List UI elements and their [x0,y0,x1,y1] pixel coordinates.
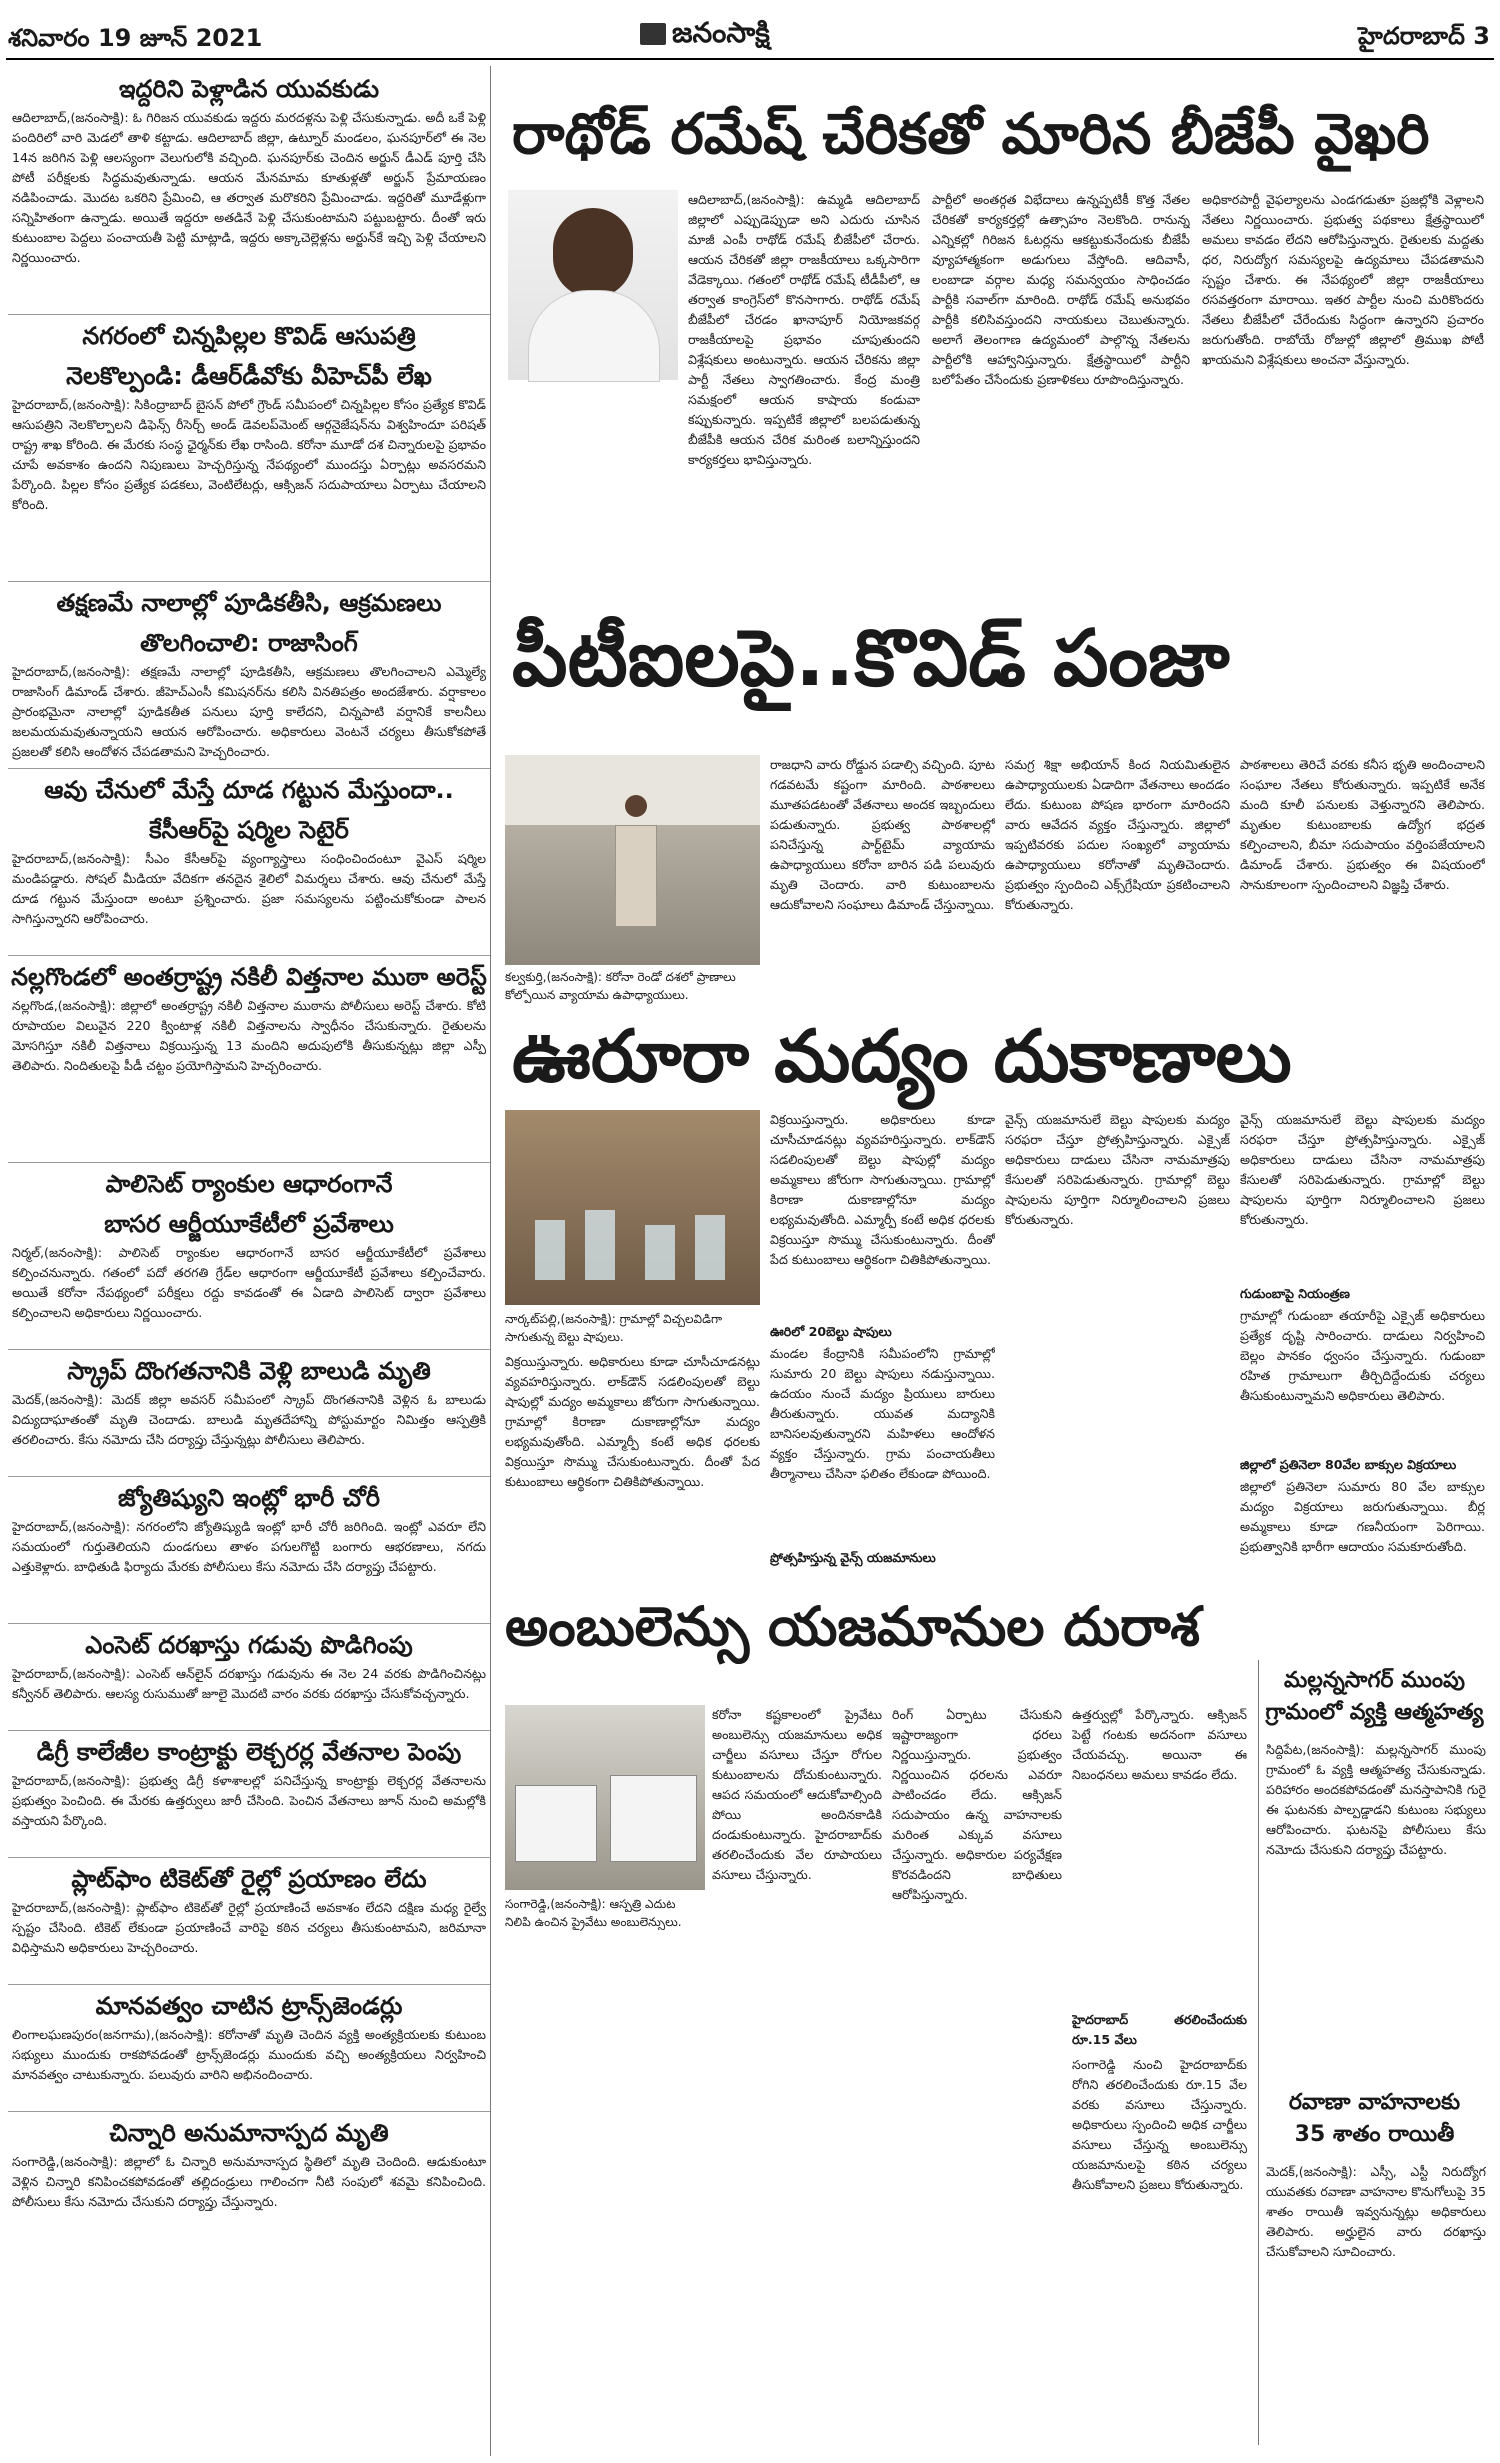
news-headline: మానవత్వం చాటిన ట్రాన్స్‌జెండర్లు [8,1984,490,2023]
news-headline: కేసీఆర్‌పై షర్మిల సెటైర్‌ [149,816,349,844]
news-headline: నల్లగొండలో అంతర్రాష్ట్ర నకిలీ విత్తనాల ముఠా అరెస్ట్‌ [8,955,490,994]
masthead [0,0,1500,62]
liquor-photo [505,1110,760,1305]
covid-headline: పీటీఐలపై..కొవిడ్‌ పంజా [512,614,1230,704]
lead-column-2: పార్టీలో అంతర్గత విభేదాలు ఉన్నప్పటికీ కొత్త నేతల చేరికతో కార్యకర్తల్లో ఉత్సాహం నెలకొంది. రానున్న ఎన్నికల్లో గిరిజన ఓటర్లను ఆకట్టుకునేందుకు బీజేపీ వ్యూహాత్మకంగా అడుగులు వేస్తోంది. ఆదివాసీ, లంబాడా వర్గాల మధ్య సమన్వయం సాధించడం పార్టీకి సవాల్‌గా మారింది. రాథోడ్‌ రమేష్‌ అనుభవం పార్టీకి కలిసివస్తుందని నాయకులు చెబుతున్నారు. అలాగే తెలంగాణ ఉద్యమంలో పాల్గొన్న నేతలను పార్టీలోకి ఆహ్వానిస్తున్నారు. క్షేత్రస్థాయిలో పార్టీని బలోపేతం చేసేందుకు ప్రణాళికలు రూపొందిస్తున్నారు. [932,192,1190,387]
news-body: హైదరాబాద్‌,(జనంసాక్షి): ప్లాట్‌ఫాం టికెట్‌తో రైల్లో ప్రయాణించే అవకాశం లేదని దక్షిణ మధ్య రైల్వే స్పష్టం చేసింది. టికెట్‌ లేకుండా ప్రయాణించే వారిపై కఠిన చర్యలు తీసుకుంటామని, జరిమానా విధిస్తామని అధికారులు హెచ్చరించారు. [12,1900,486,1955]
news-headline: చిన్నారి అనుమానాస్పద మృతి [8,2111,490,2150]
liquor-subheading-1: ఊరిలో 20బెల్టు షాపులు [770,1324,892,1339]
news-body: హైదరాబాద్‌,(జనంసాక్షి): నగరంలోని జ్యోతిష్యుడి ఇంట్లో భారీ చోరీ జరిగింది. ఇంట్లో ఎవరూ లేని సమయంలో గుర్తుతెలియని దుండగులు తాళం పగులగొట్టి బంగారు ఆభరణాలు, నగదు ఎత్తుకెళ్లారు. బాధితుడి ఫిర్యాదు మేరకు పోలీసులు కేసు నమోదు చేసి దర్యాప్తు చేపట్టారు. [12,1519,486,1574]
politician-photo [508,190,678,380]
news-headline: ఆవు చేనులో మేస్తే దూడ గట్టున మేస్తుందా.. [8,768,490,807]
news-headline: స్క్రాప్‌ దొంగతనానికి వెళ్లి బాలుడి మృతి [8,1349,490,1388]
news-headline: జ్యోతిష్యుని ఇంట్లో భారీ చోరీ [8,1476,490,1515]
news-body: సంగారెడ్డి,(జనంసాక్షి): జిల్లాలో ఓ చిన్నారి అనుమానాస్పద స్థితిలో మృతి చెందింది. ఆడుకుంటూ వెళ్లిన చిన్నారి కనిపించకపోవడంతో తల్లిదండ్రులు గాలించగా నీటి సంపులో శవమై కనిపించింది. పోలీసులు కేసు నమోదు చేసుకుని దర్యాప్తు చేస్తున్నారు. [12,2154,486,2209]
covid-column-3: పాఠశాలలు తెరిచే వరకు కనీస భృతి అందించాలని సంఘాల నేతలు కోరుతున్నారు. ఇప్పటికే అనేక మంది కూలీ పనులకు వెళ్తున్నారని తెలిపారు. మృతుల కుటుంబాలకు ఉద్యోగ భద్రత కల్పించాలని, బీమా సదుపాయం వర్తింపజేయాలని డిమాండ్‌ చేశారు. ప్రభుత్వం ఈ విషయంలో సానుకూలంగా స్పందించాలని విజ్ఞప్తి చేశారు. [1240,757,1485,892]
liquor-photo-caption: నార్కట్‌పల్లి,(జనంసాక్షి): గ్రామాల్లో విచ్చలవిడిగా సాగుతున్న బెల్టు షాపులు. [505,1312,723,1344]
masthead-rule [6,58,1494,60]
ambulance-column-4: సంగారెడ్డి నుంచి హైదరాబాద్‌కు రోగిని తరలించేందుకు రూ.15 వేల వరకు వసూలు చేస్తున్నారు. అధికారులు స్పందించి అధిక చార్జీలు వసూలు చేస్తున్న అంబులెన్సు యజమానులపై కఠిన చర్యలు తీసుకోవాలని ప్రజలు కోరుతున్నారు. [1072,2057,1247,2192]
news-body: హైదరాబాద్‌,(జనంసాక్షి): సికింద్రాబాద్‌ బైసన్‌ పోలో గ్రౌండ్‌ సమీపంలో చిన్నపిల్లల కోసం ప్రత్యేక కొవిడ్‌ ఆసుపత్రిని నెలకొల్పాలని డిఫెన్స్‌ రీసెర్చ్‌ అండ్‌ డెవలప్‌మెంట్‌ ఆర్గనైజేషన్‌ను విశ్వహిందూ పరిషత్‌ రాష్ట్ర శాఖ కోరింది. ఈ మేరకు సంస్థ ఛైర్మన్‌కు లేఖ రాసింది. కరోనా మూడో దశ చిన్నారులపై ప్రభావం చూపే అవకాశం ఉందని నిపుణులు హెచ్చరిస్తున్న నేపథ్యంలో ముందస్తు ఏర్పాట్లు అవసరమని పేర్కొంది. పిల్లల కోసం ప్రత్యేక పడకలు, వెంటిలేటర్లు, ఆక్సిజన్‌ సదుపాయాలు ఏర్పాటు చేయాలని కోరింది. [12,397,486,512]
edition-city [1358,22,1490,56]
news-headline: నగరంలో చిన్నపిల్లల కొవిడ్‌ ఆసుపత్రి [8,314,490,353]
news-headline: పాలిసెట్‌ ర్యాంకుల ఆధారంగానే [8,1162,490,1201]
sidebar-headline-4: 35 శాతం రాయితీ [1294,2122,1455,2147]
news-headline: ఇద్దరిని పెళ్లాడిన యువకుడు [118,75,380,103]
ambulance-photo [505,1705,705,1890]
page-number: 3 [1473,22,1490,50]
liquor-column-7: జిల్లాలో ప్రతినెలా సుమారు 80 వేల బాక్సుల మద్యం విక్రయాలు జరుగుతున్నాయి. బీర్ల అమ్మకాలు కూడా గణనీయంగా పెరిగాయి. ప్రభుత్వానికి భారీగా ఆదాయం సమకూరుతోంది. [1240,1479,1485,1554]
liquor-column-4: వైన్స్‌ యజమానులే బెల్టు షాపులకు మద్యం సరఫరా చేస్తూ ప్రోత్సహిస్తున్నారు. ఎక్సైజ్‌ అధికారులు దాడులు చేసినా నామమాత్రపు కేసులతో సరిపెడుతున్నారు. గ్రామాల్లో బెల్టు షాపులను పూర్తిగా నిర్మూలించాలని ప్రజలు కోరుతున్నారు. [1005,1112,1230,1227]
liquor-column-2: విక్రయిస్తున్నారు. అధికారులు కూడా చూసీచూడనట్లు వ్యవహరిస్తున్నారు. లాక్‌డౌన్‌ సడలింపులతో బెల్టు షాపుల్లో మద్యం అమ్మకాలు జోరుగా సాగుతున్నాయి. గ్రామాల్లో కిరాణా దుకాణాల్లోనూ మద్యం లభ్యమవుతోంది. ఎమ్మార్పీ కంటే అధిక ధరలకు విక్రయిస్తూ సొమ్ము చేసుకుంటున్నారు. దీంతో పేద కుటుంబాలు ఆర్థికంగా చితికిపోతున్నాయి. [770,1112,995,1267]
issue-date: శనివారం 19 జూన్ 2021 [8,24,263,52]
news-body: మెదక్‌,(జనంసాక్షి): మెదక్‌ జిల్లా అవసర్‌ సమీపంలో స్క్రాప్‌ దొంగతనానికి వెళ్లిన ఓ బాలుడు విద్యుదాఘాతంతో మృతి చెందాడు. బాలుడి మృతదేహాన్ని పోస్టుమార్టం నిమిత్తం ఆస్పత్రికి తరలించారు. కేసు నమోదు చేసి దర్యాప్తు చేస్తున్నట్లు పోలీసులు తెలిపారు. [12,1392,486,1447]
ambulance-column-2: రింగ్‌ ఏర్పాటు చేసుకుని ఇష్టారాజ్యంగా ధరలు నిర్ణయిస్తున్నారు. ప్రభుత్వం నిర్ణయించిన ధరలను ఎవరూ పాటించడం లేదు. ఆక్సిజన్‌ సదుపాయం ఉన్న వాహనాలకు మరింత ఎక్కువ వసూలు చేస్తున్నారు. అధికారుల పర్యవేక్షణ కొరవడిందని బాధితులు ఆరోపిస్తున్నారు. [892,1707,1062,1902]
ambulance-headline: అంబులెన్సు యజమానుల దురాశ [505,1595,1200,1658]
city-name: హైదరాబాద్ [1358,22,1465,50]
liquor-column-3: మండల కేంద్రానికి సమీపంలోని గ్రామాల్లో సుమారు 20 బెల్టు షాపులు నడుస్తున్నాయి. ఉదయం నుంచే మద్యం ప్రియులు బారులు తీరుతున్నారు. యువత మద్యానికి బానిసలవుతున్నారని మహిళలు ఆందోళన వ్యక్తం చేస్తున్నారు. గ్రామ పంచాయతీలు తీర్మానాలు చేసినా ఫలితం లేకుండా పోయింది. [770,1346,995,1481]
liquor-headline: ఊరూరా మద్యం దుకాణాలు [512,1014,1292,1098]
sidebar-headline-3: రవాణా వాహనాలకు [1288,2090,1461,2115]
news-headline: తొలగించాలి: రాజాసింగ్‌ [140,629,358,657]
liquor-column-5: వైన్స్‌ యజమానులే బెల్టు షాపులకు మద్యం సరఫరా చేస్తూ ప్రోత్సహిస్తున్నారు. ఎక్సైజ్‌ అధికారులు దాడులు చేసినా నామమాత్రపు కేసులతో సరిపెడుతున్నారు. గ్రామాల్లో బెల్టు షాపులను పూర్తిగా నిర్మూలించాలని ప్రజలు కోరుతున్నారు. [1240,1112,1485,1227]
news-headline: డిగ్రీ కాలేజీల కాంట్రాక్టు లెక్చరర్ల వేతనాల పెంపు [8,1730,490,1769]
news-body: హైదరాబాద్‌,(జనంసాక్షి): తక్షణమే నాలాల్లో పూడికతీసి, ఆక్రమణలు తొలగించాలని ఎమ్మెల్యే రాజాసింగ్‌ డిమాండ్‌ చేశారు. జీహెచ్‌ఎంసీ కమిషనర్‌ను కలిసి వినతిపత్రం అందజేశారు. వర్షాకాలం ప్రారంభమైనా నాలాల్లో పూడికతీత పనులు పూర్తి కాలేదని, చిన్నపాటి వర్షానికే కాలనీలు జలమయమవుతున్నాయని ఆయన ఆరోపించారు. అధికారులు వెంటనే చర్యలు తీసుకోకపోతే ప్రజలతో కలిసి ఆందోళన చేపడతామని హెచ్చరించారు. [12,664,486,759]
lead-column-1: ఆదిలాబాద్‌,(జనంసాక్షి): ఉమ్మడి ఆదిలాబాద్‌ జిల్లాలో ఎప్పుడెప్పుడా అని ఎదురు చూసిన మాజీ ఎంపీ రాథోడ్‌ రమేష్‌ బీజేపీలో చేరారు. ఆయన చేరికతో జిల్లా రాజకీయాలు ఒక్కసారిగా వేడెక్కాయి. గతంలో రాథోడ్‌ రమేష్‌ టీడీపీలో, ఆ తర్వాత కాంగ్రెస్‌లో కొనసాగారు. రాథోడ్‌ రమేష్‌ బీజేపీలో చేరడం ఖానాపూర్‌ నియోజకవర్గ రాజకీయాలపై ప్రభావం చూపుతుందని విశ్లేషకులు అంటున్నారు. ఆయన చేరికను జిల్లా పార్టీ నేతలు స్వాగతించారు. కేంద్ర మంత్రి సమక్షంలో ఆయన కాషాయ కండువా కప్పుకున్నారు. ఇప్పటికే జిల్లాలో బలపడుతున్న బీజేపీకి ఆయన చేరిక మరింత బలాన్నిస్తుందని కార్యకర్తలు భావిస్తున్నారు. [688,192,920,467]
news-body: నల్లగొండ,(జనంసాక్షి): జిల్లాలో అంతర్రాష్ట్ర నకిలీ విత్తనాల ముఠాను పోలీసులు అరెస్ట్‌ చేశారు. కోటి రూపాయల విలువైన 220 క్వింటాళ్ల నకిలీ విత్తనాలను స్వాధీనం చేసుకున్నారు. రైతులను మోసగిస్తూ నకిలీ విత్తనాలు విక్రయిస్తున్న 13 మందిని అదుపులోకి తీసుకున్నట్లు జిల్లా ఎస్పీ తెలిపారు. నిందితులపై పీడీ చట్టం ప్రయోగిస్తామని హెచ్చరించారు. [12,998,486,1073]
ambulance-subheading: హైదరాబాద్‌ తరలించేందుకు రూ.15 వేలు [1072,2012,1247,2047]
newspaper-brand [640,16,770,56]
lead-column-3: అధికారపార్టీ వైఫల్యాలను ఎండగడుతూ ప్రజల్లోకి వెళ్లాలని నేతలు నిర్ణయించారు. ప్రభుత్వ పథకాలు క్షేత్రస్థాయిలో అమలు కావడం లేదని ఆరోపిస్తున్నారు. రైతులకు మద్దతు ధర, నిరుద్యోగ సమస్యలపై ఉద్యమాలు చేపడతామని స్పష్టం చేశారు. ఈ నేపథ్యంలో జిల్లా రాజకీయాలు రసవత్తరంగా మారాయి. ఇతర పార్టీల నుంచి మరికొందరు నేతలు బీజేపీలో చేరేందుకు సిద్ధంగా ఉన్నారని ప్రచారం జరుగుతోంది. రాబోయే రోజుల్లో జిల్లాలో త్రిముఖ పోటీ ఖాయమని విశ్లేషకులు అంచనా వేస్తున్నారు. [1202,192,1484,367]
liquor-subheading-4: జిల్లాలో ప్రతినెలా 80వేల బాక్సుల విక్రయాలు [1240,1457,1457,1472]
ambulance-photo-caption: సంగారెడ్డి,(జనంసాక్షి): ఆస్పత్రి ఎదుట నిలిపి ఉంచిన ప్రైవేటు అంబులెన్సులు. [505,1897,682,1929]
news-body: హైదరాబాద్‌,(జనంసాక్షి): సీఎం కేసీఆర్‌పై వ్యంగ్యాస్త్రాలు సంధించిందంటూ వైఎస్‌ షర్మిల మండిపడ్డారు. సోషల్‌ మీడియా వేదికగా తనదైన శైలిలో విమర్శలు చేశారు. ఆవు చేనులో మేస్తే దూడ గట్టున మేస్తుందా అంటూ ప్రశ్నించారు. ప్రజా సమస్యలను పట్టించుకోకుండా పాలన సాగిస్తున్నారని ఆరోపించారు. [12,851,486,926]
sidebar-headline-1: మల్లన్నసాగర్‌ ముంపు [1283,1668,1466,1693]
lead-headline: రాథోడ్‌ రమేష్‌ చేరికతో మారిన బీజేపీ వైఖరి [512,102,1430,167]
news-headline: ఎంసెట్‌ దరఖాస్తు గడువు పొడిగింపు [8,1623,490,1662]
liquor-column-1: విక్రయిస్తున్నారు. అధికారులు కూడా చూసీచూడనట్లు వ్యవహరిస్తున్నారు. లాక్‌డౌన్‌ సడలింపులతో బెల్టు షాపుల్లో మద్యం అమ్మకాలు జోరుగా సాగుతున్నాయి. గ్రామాల్లో కిరాణా దుకాణాల్లోనూ మద్యం లభ్యమవుతోంది. ఎమ్మార్పీ కంటే అధిక ధరలకు విక్రయిస్తూ సొమ్ము చేసుకుంటున్నారు. దీంతో పేద కుటుంబాలు ఆర్థికంగా చితికిపోతున్నాయి. [505,1354,760,1489]
news-body: హైదరాబాద్‌,(జనంసాక్షి): ఎంసెట్‌ ఆన్‌లైన్‌ దరఖాస్తు గడువును ఈ నెల 24 వరకు పొడిగించినట్లు కన్వీనర్‌ తెలిపారు. ఆలస్య రుసుముతో జూలై మొదటి వారం వరకు దరఖాస్తు చేసుకోవచ్చన్నారు. [12,1666,486,1701]
news-headline: బాసర ఆర్జీయూకేటీలో ప్రవేశాలు [104,1210,394,1238]
newspaper-logo-icon [640,23,666,45]
liquor-subheading-3: గుడుంబాపై నియంత్రణ [1240,1286,1350,1301]
sidebar-body-2: మెదక్‌,(జనంసాక్షి): ఎస్సీ, ఎస్టీ నిరుద్యోగ యువతకు రవాణా వాహనాల కొనుగోలుపై 35 శాతం రాయితీ ఇవ్వనున్నట్లు అధికారులు తెలిపారు. అర్హులైన వారు దరఖాస్తు చేసుకోవాలని సూచించారు. [1266,2164,1486,2259]
sidebar-headline-2: గ్రామంలో వ్యక్తి ఆత్మహత్య [1265,1700,1484,1725]
news-body: ఆదిలాబాద్‌,(జనంసాక్షి): ఓ గిరిజన యువకుడు ఇద్దరు మరదళ్లను పెళ్లి చేసుకున్నాడు. అదీ ఒకే పెళ్లి పందిరిలో వారి మెడలో తాళి కట్టాడు. ఆదిలాబాద్‌ జిల్లా, ఉట్నూర్‌ మండలం, ఘనపూర్‌లో ఈ నెల 14న జరిగిన పెళ్లి ఆలస్యంగా వెలుగులోకి వచ్చింది. ఘనపూర్‌కు చెందిన అర్జున్‌ డీఎడ్‌ పూర్తి చేసి పోటీ పరీక్షలకు సిద్ధమవుతున్నాడు. ఆయన మేనమామ కూతుళ్లతో అర్జున్‌ ప్రేమాయణం నడిపించాడు. మొదట ఒకరిని ప్రేమించి, ఆ తర్వాత మరొకరిని ప్రేమించాడు. ఇద్దరితో మూడేళ్లుగా సన్నిహితంగా ఉన్నాడు. అయితే ఇద్దరూ అతడినే పెళ్లి చేసుకుంటామని పట్టుబట్టారు. దీంతో ఇరు కుటుంబాల పెద్దలు పంచాయతీ పెట్టి మాట్లాడి, ఇద్దరు అక్కాచెల్లెళ్లను అర్జున్‌కే ఇచ్చి పెళ్లి చేయాలని నిర్ణయించారు. [12,110,486,265]
liquor-column-6: గ్రామాల్లో గుడుంబా తయారీపై ఎక్సైజ్‌ అధికారులు ప్రత్యేక దృష్టి సారించారు. దాడులు నిర్వహించి బెల్లం పానకం ధ్వంసం చేస్తున్నారు. గుడుంబా రహిత గ్రామాలుగా తీర్చిదిద్దేందుకు చర్యలు తీసుకుంటున్నామని అధికారులు తెలిపారు. [1240,1308,1485,1403]
left-news-column [8,66,491,2456]
news-body: నిర్మల్‌,(జనంసాక్షి): పాలిసెట్‌ ర్యాంకుల ఆధారంగానే బాసర ఆర్జీయూకేటీలో ప్రవేశాలు కల్పించనున్నారు. గతంలో పదో తరగతి గ్రేడ్‌ల ఆధారంగా ఆర్జీయూకేటీ ప్రవేశాలు కల్పించేవారు. అయితే కరోనా నేపథ్యంలో పరీక్షలు రద్దు కావడంతో ఈ ఏడాది పాలిసెట్‌ ద్వారా ప్రవేశాలు కల్పించాలని అధికారులు నిర్ణయించారు. [12,1245,486,1320]
news-headline: ప్లాట్‌ఫాం టికెట్‌తో రైల్లో ప్రయాణం లేదు [8,1857,490,1896]
news-body: హైదరాబాద్‌,(జనంసాక్షి): ప్రభుత్వ డిగ్రీ కళాశాలల్లో పనిచేస్తున్న కాంట్రాక్టు లెక్చరర్ల వేతనాలను ప్రభుత్వం పెంచింది. ఈ మేరకు ఉత్తర్వులు జారీ చేసింది. పెంచిన వేతనాలు జూన్‌ నుంచి అమల్లోకి వస్తాయని పేర్కొంది. [12,1773,486,1828]
ambulance-column-3: ఉత్తర్వుల్లో పేర్కొన్నారు. ఆక్సిజన్‌ పెట్టే గంటకు అదనంగా వసూలు చేయవచ్చు. అయినా ఈ నిబంధనలు అమలు కావడం లేదు. [1072,1707,1247,1782]
covid-photo-caption: కల్వకుర్తి,(జనంసాక్షి): కరోనా రెండో దశలో ప్రాణాలు కోల్పోయిన వ్యాయామ ఉపాధ్యాయులు. [505,970,736,1002]
news-headline: తక్షణమే నాలాల్లో పూడికతీసి, ఆక్రమణలు [8,581,490,620]
liquor-subheading-2: ప్రోత్సహిస్తున్న వైన్స్‌ యజమానులు [770,1550,936,1565]
news-headline: నెలకొల్పండి: డీఆర్‌డీవోకు వీహెచ్‌పీ లేఖ [66,362,432,390]
ambulance-column-1: కరోనా కష్టకాలంలో ప్రైవేటు అంబులెన్సు యజమానులు అధిక చార్జీలు వసూలు చేస్తూ రోగుల కుటుంబాలను దోచుకుంటున్నారు. ఆపద సమయంలో ఆదుకోవాల్సింది పోయి అందినకాడికి దండుకుంటున్నారు. హైదరాబాద్‌కు తరలించేందుకు వేల రూపాయలు వసూలు చేస్తున్నారు. [712,1707,882,1882]
news-body: లింగాలఘణపురం(జనగామ),(జనంసాక్షి): కరోనాతో మృతి చెందిన వ్యక్తి అంత్యక్రియలకు కుటుంబ సభ్యులు ముందుకు రాకపోవడంతో ట్రాన్స్‌జెండర్లు ముందుకు వచ్చి అంత్యక్రియలు నిర్వహించి మానవత్వం చాటుకున్నారు. పలువురు వారిని అభినందించారు. [12,2027,486,2082]
brand-name: జనంసాక్షి [672,16,770,49]
covid-column-2: సమగ్ర శిక్షా అభియాన్‌ కింద నియమితులైన ఉపాధ్యాయులకు ఏడాదిగా వేతనాలు అందడం లేదు. కుటుంబ పోషణ భారంగా మారిందని వారు ఆవేదన వ్యక్తం చేస్తున్నారు. జిల్లాలో ఇప్పటివరకు పదుల సంఖ్యలో వ్యాయామ ఉపాధ్యాయులు కరోనాతో మృతిచెందారు. ప్రభుత్వం స్పందించి ఎక్స్‌గ్రేషియా ప్రకటించాలని కోరుతున్నారు. [1005,757,1230,912]
covid-photo [505,755,760,965]
covid-column-1: రాజధాని వారు రోడ్డున పడాల్సి వచ్చింది. పూట గడవటమే కష్టంగా మారింది. పాఠశాలలు మూతపడటంతో వేతనాలు అందక ఇబ్బందులు పడుతున్నారు. ప్రభుత్వ పాఠశాలల్లో పనిచేస్తున్న పార్ట్‌టైమ్‌ వ్యాయామ ఉపాధ్యాయులు కరోనా బారిన పడి పలువురు మృతి చెందారు. వారి కుటుంబాలను ఆదుకోవాలని సంఘాలు డిమాండ్‌ చేస్తున్నాయి. [770,757,995,912]
sidebar-body-1: సిద్దిపేట,(జనంసాక్షి): మల్లన్నసాగర్‌ ముంపు గ్రామంలో ఓ వ్యక్తి ఆత్మహత్య చేసుకున్నాడు. పరిహారం అందకపోవడంతో మనస్తాపానికి గురై ఈ ఘటనకు పాల్పడ్డాడని కుటుంబ సభ్యులు ఆరోపించారు. ఘటనపై పోలీసులు కేసు నమోదు చేసుకుని దర్యాప్తు చేపట్టారు. [1266,1742,1486,1857]
